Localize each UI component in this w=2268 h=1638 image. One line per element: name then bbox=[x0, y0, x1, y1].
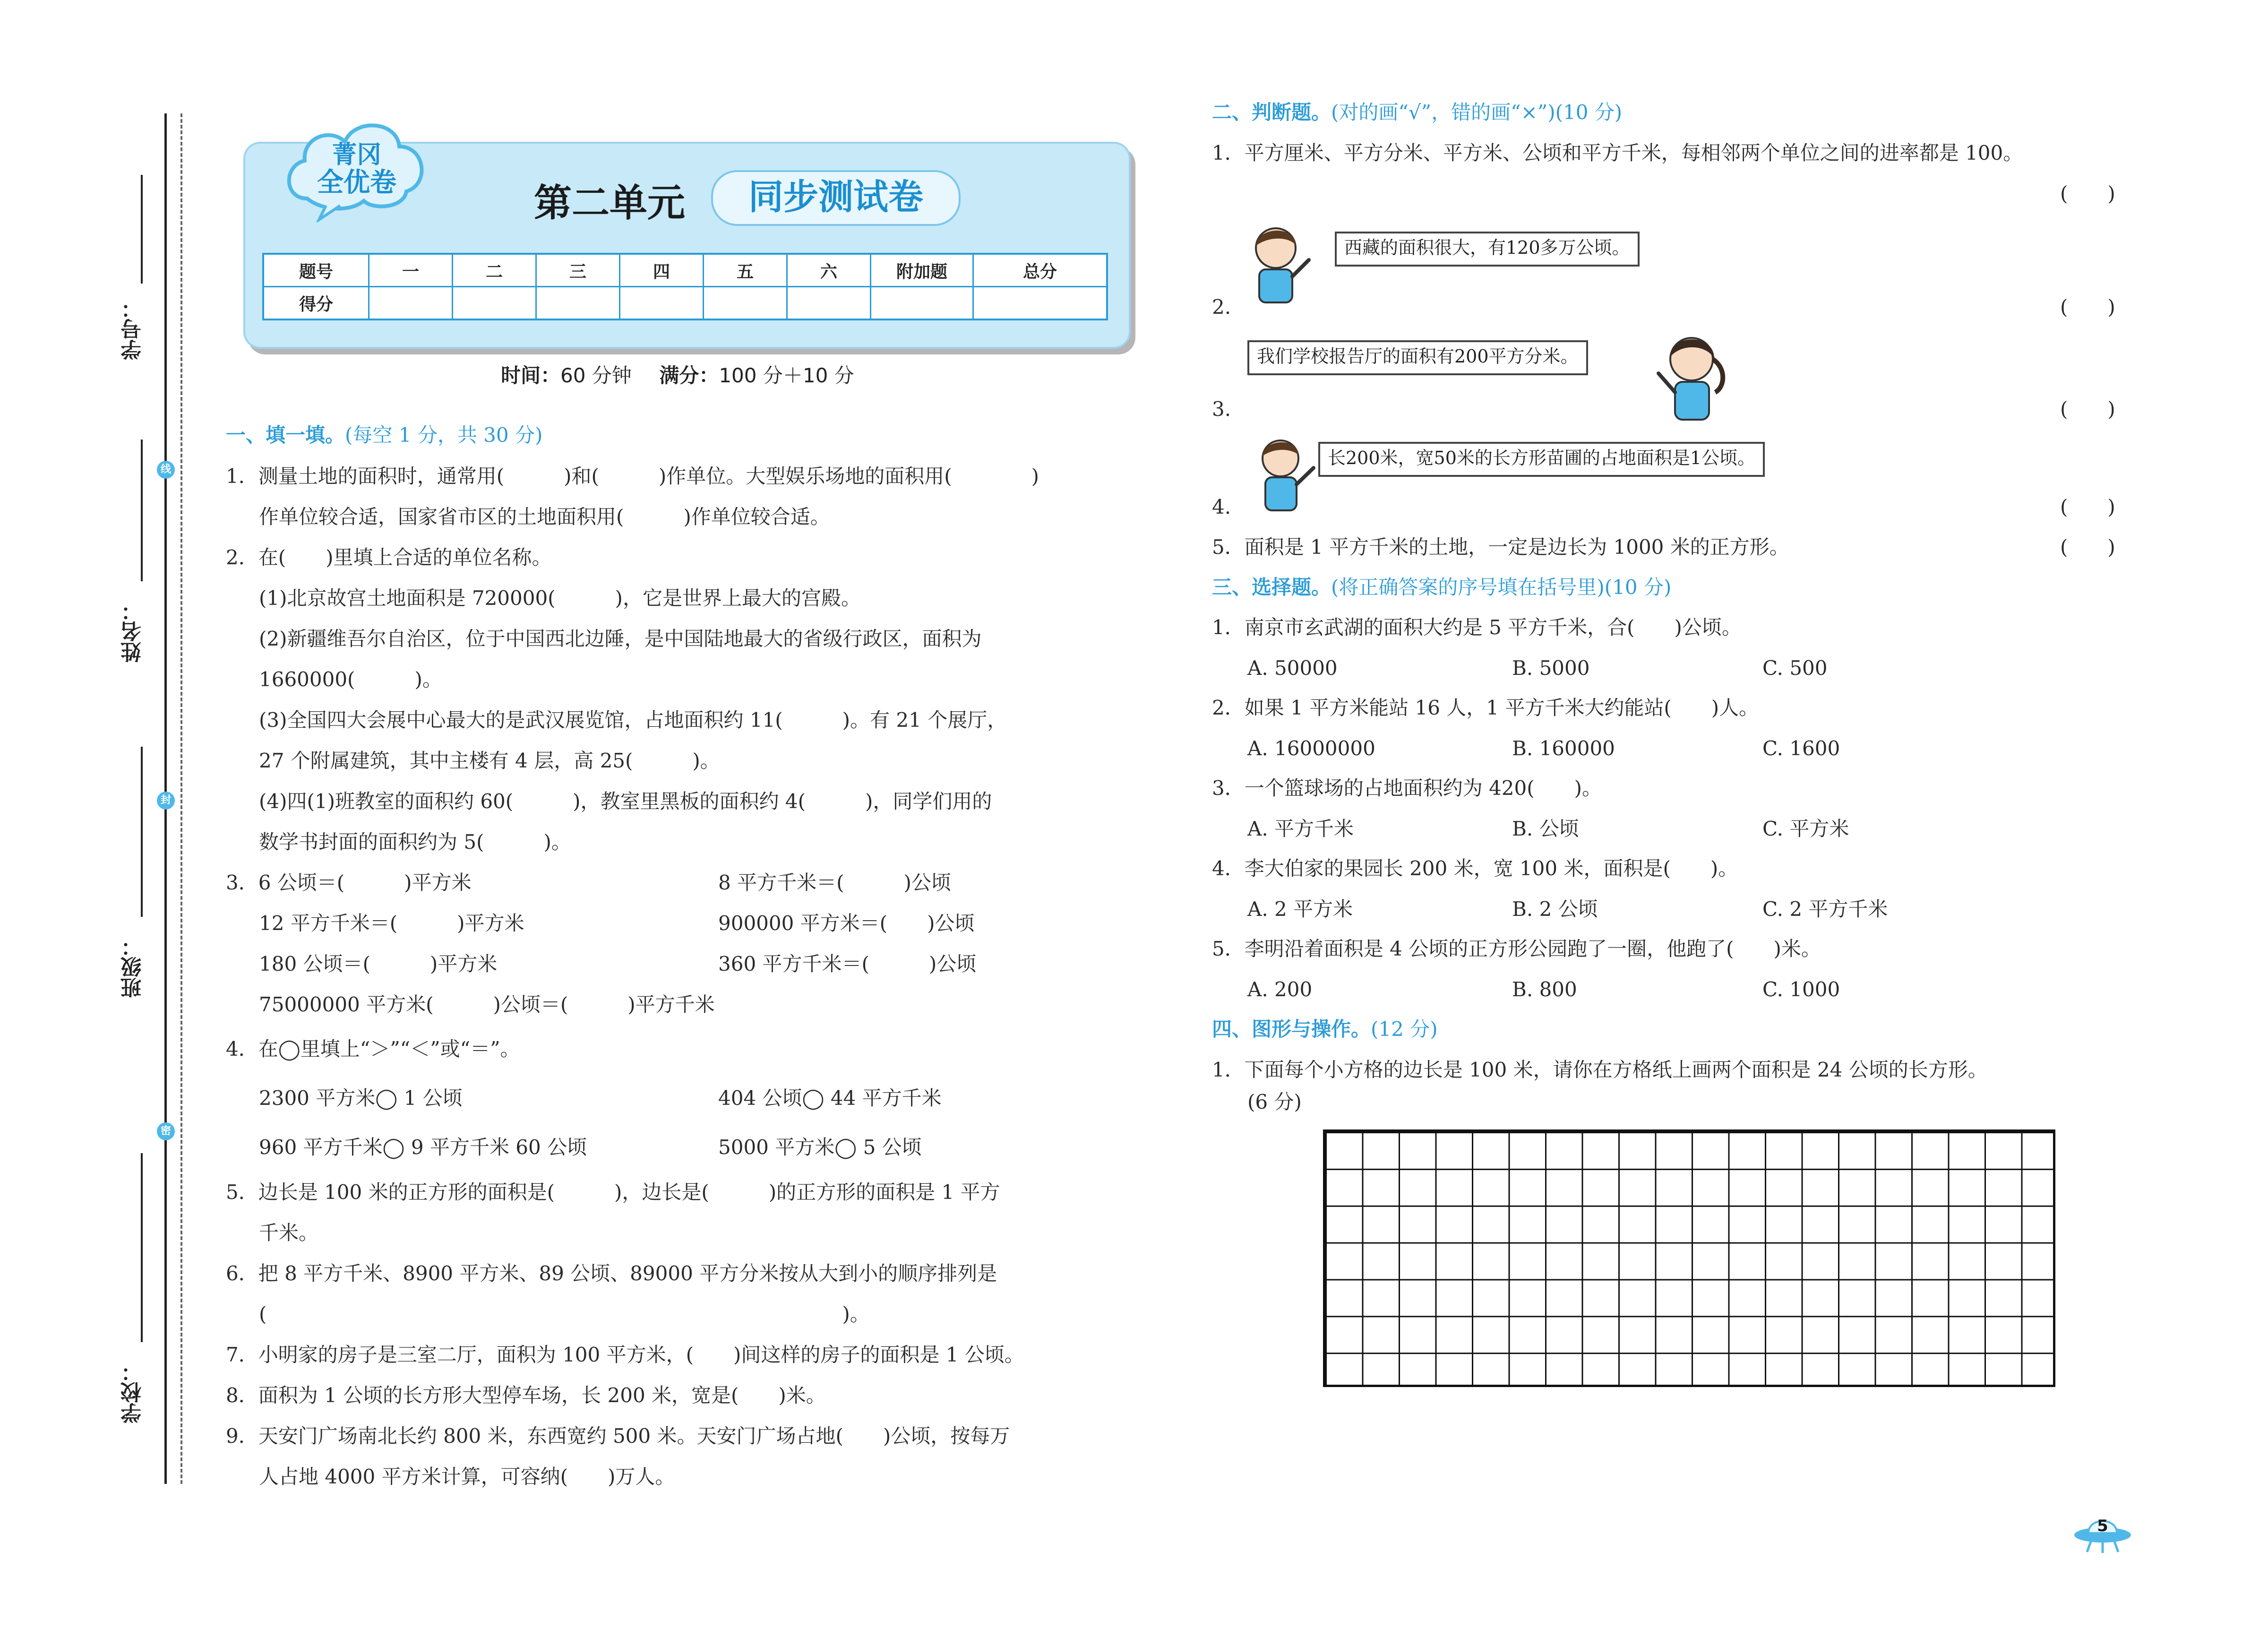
section3-heading: 三、选择题。 bbox=[1212, 576, 1332, 599]
logo-line1: 菁冈 bbox=[332, 141, 382, 169]
time-info bbox=[501, 360, 854, 388]
s1-line: 人占地 4000 平方米计算，可容纳( )万人。 bbox=[259, 1465, 675, 1488]
s2-answer-paren[interactable]: ( ) bbox=[2060, 535, 2115, 559]
class-blank[interactable] bbox=[141, 747, 145, 917]
binding-line-dashed bbox=[180, 113, 182, 1484]
s3-option-c[interactable]: C. 平方米 bbox=[1762, 817, 1849, 840]
full-score-label: 满分： bbox=[659, 364, 719, 387]
page-number: 5 bbox=[2097, 1517, 2108, 1535]
score-cell: 总分 bbox=[973, 254, 1108, 287]
score-input-cell[interactable] bbox=[787, 287, 871, 320]
s1-line: (2)新疆维吾尔自治区，位于中国西北边陲，是中国陆地最大的省级行政区，面积为 bbox=[259, 627, 982, 650]
s3-option-c[interactable]: C. 2 平方千米 bbox=[1762, 897, 1888, 921]
s1-line: 6．把 8 平方千米、8900 平方米、89 公顷、89000 平方分米按从大到小的顺序排列是 bbox=[226, 1262, 997, 1285]
score-cell: 题号 bbox=[263, 254, 369, 287]
section2-heading: 二、判断题。 bbox=[1212, 101, 1332, 124]
s3-option-a[interactable]: A. 平方千米 bbox=[1247, 817, 1354, 840]
section3-note: (将正确答案的序号填在括号里)(10 分) bbox=[1331, 576, 1672, 599]
s2-speech-bubble-3: 我们学校报告厅的面积有200平方分米。 bbox=[1247, 340, 1588, 375]
s1-line: 7．小明家的房子是三室二厅，面积为 100 平方米，( )间这样的房子的面积是 1 公顷。 bbox=[226, 1343, 1024, 1366]
s1-q3-left: 75000000 平方米( )公顷＝( )平方千米 bbox=[259, 993, 715, 1016]
time-value: 60 分钟 bbox=[560, 364, 632, 387]
s3-option-b[interactable]: B. 800 bbox=[1512, 978, 1577, 1001]
s1-line: 27 个附属建筑，其中主楼有 4 层，高 25( )。 bbox=[259, 749, 720, 772]
score-cell: 附加题 bbox=[871, 254, 973, 287]
s1-line: ( )。 bbox=[259, 1302, 870, 1326]
s3-option-b[interactable]: B. 2 公顷 bbox=[1512, 897, 1598, 921]
s2-answer-paren[interactable]: ( ) bbox=[2060, 495, 2115, 518]
test-title: 同步测试卷 bbox=[748, 177, 923, 217]
square-grid-paper[interactable] bbox=[1323, 1129, 2055, 1387]
score-table-score-row bbox=[263, 287, 1107, 320]
score-input-cell[interactable] bbox=[871, 287, 973, 320]
s2-q5: 5．面积是 1 平方千米的土地，一定是边长为 1000 米的正方形。 bbox=[1212, 535, 1789, 559]
s1-q3-left: 3．6 公顷＝( )平方米 bbox=[226, 871, 472, 894]
section4-heading: 四、图形与操作。 bbox=[1212, 1017, 1371, 1041]
s1-q4-left: 2300 平方米◯ 1 公顷 bbox=[259, 1086, 463, 1110]
s1-q3-right: 900000 平方米＝( )公顷 bbox=[718, 912, 975, 935]
binding-dot-feng: 封 bbox=[157, 792, 175, 810]
section1-title bbox=[226, 422, 542, 448]
s3-option-a[interactable]: A. 2 平方米 bbox=[1247, 897, 1353, 921]
s1-line: 2．在( )里填上合适的单位名称。 bbox=[226, 546, 552, 569]
school-blank[interactable] bbox=[141, 1153, 145, 1342]
logo-cloud-icon bbox=[279, 113, 435, 222]
s1-line: 1．测量土地的面积时，通常用( )和( )作单位。大型娱乐场地的面积用( ) bbox=[226, 465, 1040, 488]
score-cell: 六 bbox=[787, 254, 871, 287]
score-input-cell[interactable] bbox=[536, 287, 620, 320]
s1-q4-right: 5000 平方米◯ 5 公顷 bbox=[718, 1136, 922, 1159]
score-cell: 三 bbox=[536, 254, 620, 287]
s1-line: (3)全国四大会展中心最大的是武汉展览馆，占地面积约 11( )。有 21 个展厅， bbox=[259, 708, 1007, 732]
s4-q1: 1．下面每个小方格的边长是 100 米，请你在方格纸上画两个面积是 24 公顷的长方形。 bbox=[1212, 1058, 1988, 1081]
score-table-header-row bbox=[263, 254, 1107, 287]
score-cell: 二 bbox=[453, 254, 536, 287]
section2-note: (对的画“√”，错的画“×”)(10 分) bbox=[1331, 101, 1623, 124]
s2-q3-number: 3. bbox=[1212, 397, 1231, 421]
s1-line: (1)北京故宫土地面积是 720000( )，它是世界上最大的宫殿。 bbox=[259, 586, 861, 610]
name-blank[interactable] bbox=[141, 440, 145, 581]
s1-line: 作单位较合适，国家省市区的土地面积用( )作单位较合适。 bbox=[259, 505, 830, 528]
boy-character-2-icon bbox=[1247, 435, 1318, 520]
s1-q4-right: 404 公顷◯ 44 平方千米 bbox=[718, 1086, 942, 1110]
s2-q1: 1．平方厘米、平方分米、平方米、公顷和平方千米，每相邻两个单位之间的进率都是 100。 bbox=[1212, 141, 2023, 164]
s2-answer-paren[interactable]: ( ) bbox=[2060, 295, 2115, 319]
section1-note: (每空 1 分，共 30 分) bbox=[345, 423, 543, 447]
score-input-cell[interactable] bbox=[973, 287, 1108, 320]
s2-q4-number: 4. bbox=[1212, 495, 1231, 518]
s3-option-a[interactable]: A. 200 bbox=[1247, 978, 1313, 1001]
s2-answer-paren[interactable]: ( ) bbox=[2060, 397, 2115, 421]
s3-option-a[interactable]: A. 50000 bbox=[1247, 656, 1338, 680]
s2-speech-bubble-4: 长200米，宽50米的长方形苗圃的占地面积是1公顷。 bbox=[1318, 442, 1765, 477]
s1-q3-left: 180 公顷＝( )平方米 bbox=[259, 952, 498, 975]
score-table bbox=[262, 253, 1108, 320]
section1-heading: 一、填一填。 bbox=[226, 423, 345, 447]
s1-q3-right: 8 平方千米＝( )公顷 bbox=[718, 871, 951, 894]
s1-line: 千米。 bbox=[259, 1221, 319, 1244]
score-input-cell[interactable] bbox=[704, 287, 787, 320]
s1-line: (4)四(1)班教室的面积约 60( )，教室里黑板的面积约 4( )，同学们用的 bbox=[259, 790, 992, 813]
class-label: 班级： bbox=[121, 936, 145, 998]
s3-question: 4．李大伯家的果园长 200 米，宽 100 米，面积是( )。 bbox=[1212, 857, 1738, 880]
score-input-cell[interactable] bbox=[620, 287, 704, 320]
s3-question: 5．李明沿着面积是 4 公顷的正方形公园跑了一圈，他跑了( )米。 bbox=[1212, 937, 1821, 960]
s2-answer-paren[interactable]: ( ) bbox=[2060, 182, 2115, 205]
section2-title bbox=[1212, 99, 1622, 126]
binding-dot-mi: 密 bbox=[157, 1122, 175, 1140]
s3-option-b[interactable]: B. 160000 bbox=[1512, 737, 1615, 760]
s1-q3-left: 12 平方千米＝( )平方米 bbox=[259, 912, 524, 935]
test-title-pill bbox=[711, 170, 961, 226]
s4-q1-points: (6 分) bbox=[1247, 1090, 1302, 1113]
score-cell: 五 bbox=[704, 254, 787, 287]
s1-q3-right: 360 平方千米＝( )公顷 bbox=[718, 952, 977, 975]
s3-option-b[interactable]: B. 公顷 bbox=[1512, 817, 1579, 840]
s3-question: 3．一个篮球场的占地面积约为 420( )。 bbox=[1212, 776, 1602, 800]
s1-line: 数学书封面的面积约为 5( )。 bbox=[259, 830, 571, 853]
score-input-cell[interactable] bbox=[453, 287, 536, 320]
score-cell: 一 bbox=[369, 254, 453, 287]
s1-line: 8．面积为 1 公顷的长方形大型停车场，长 200 米，宽是( )米。 bbox=[226, 1384, 826, 1407]
full-score-value: 100 分＋10 分 bbox=[719, 364, 854, 387]
unit-title: 第二单元 bbox=[534, 181, 685, 225]
student-id-blank[interactable] bbox=[141, 175, 145, 284]
school-label: 学校： bbox=[121, 1361, 145, 1423]
s3-option-c[interactable]: C. 1600 bbox=[1762, 737, 1840, 760]
s1-line: 9．天安门广场南北长约 800 米，东西宽约 500 米。天安门广场占地( )公顷，按每万 bbox=[226, 1424, 1010, 1448]
name-label: 姓名： bbox=[121, 600, 145, 663]
score-cell: 四 bbox=[620, 254, 704, 287]
time-label: 时间： bbox=[501, 364, 561, 387]
s3-option-a[interactable]: A. 16000000 bbox=[1247, 737, 1375, 760]
s3-option-c[interactable]: C. 1000 bbox=[1762, 978, 1840, 1001]
score-input-cell[interactable] bbox=[369, 287, 453, 320]
girl-character-icon bbox=[1644, 331, 1729, 425]
s3-question: 2．如果 1 平方米能站 16 人，1 平方千米大约能站( )人。 bbox=[1212, 696, 1759, 719]
page-number-ufo-icon bbox=[2072, 1512, 2133, 1555]
s3-option-c[interactable]: C. 500 bbox=[1762, 656, 1828, 680]
section4-note: (12 分) bbox=[1371, 1017, 1438, 1041]
s2-q2-number: 2. bbox=[1212, 295, 1231, 319]
s1-line: 1660000( )。 bbox=[259, 668, 442, 691]
section4-title bbox=[1212, 1016, 1438, 1043]
section3-title bbox=[1212, 574, 1671, 601]
s1-q4-title: 4．在◯里填上“＞”“＜”或“＝”。 bbox=[226, 1037, 520, 1060]
s2-speech-bubble-2: 西藏的面积很大，有120多万公顷。 bbox=[1335, 232, 1640, 267]
boy-character-icon bbox=[1243, 222, 1314, 312]
binding-dot-xian: 线 bbox=[157, 461, 175, 479]
s1-q4-left: 960 平方千米◯ 9 平方千米 60 公顷 bbox=[259, 1136, 587, 1159]
student-id-label: 学号： bbox=[121, 298, 145, 360]
s3-option-b[interactable]: B. 5000 bbox=[1512, 656, 1590, 680]
s3-question: 1．南京市玄武湖的面积大约是 5 平方千米，合( )公顷。 bbox=[1212, 616, 1742, 639]
score-cell: 得分 bbox=[263, 287, 369, 320]
logo-line2: 全优卷 bbox=[317, 167, 396, 198]
s1-line: 5．边长是 100 米的正方形的面积是( )，边长是( )的正方形的面积是 1 平方 bbox=[226, 1181, 1000, 1204]
